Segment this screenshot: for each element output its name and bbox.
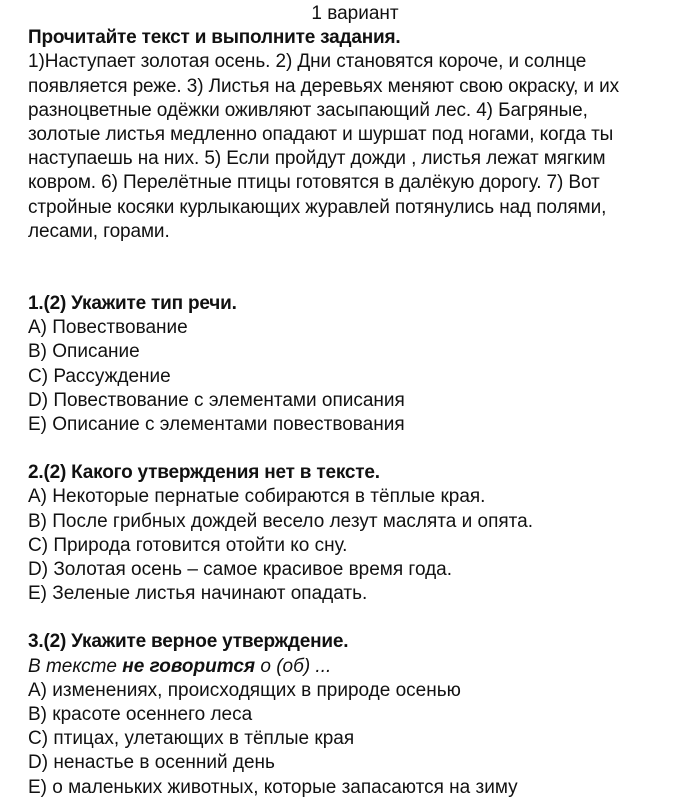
question-3: [28, 630, 662, 799]
note-suffix: о (об) ...: [255, 655, 332, 677]
instruction-heading: Прочитайте текст и выполните задания.: [28, 27, 401, 49]
variant-label: 1 вариант: [311, 3, 399, 24]
answer-option: A) Некоторые пернатые собираются в тёплые края.: [28, 486, 486, 508]
answer-option: E) Зеленые листья начинают опадать.: [28, 583, 368, 605]
answer-option: D) Повествование с элементами описания: [28, 389, 405, 411]
answer-option: A) изменениях, происходящих в природе осенью: [28, 679, 461, 701]
reading-text: 1)Наступает золотая осень. 2) Дни становятся короче, и солнце появляется реже. 3) Листья на деревьях меняют свою окраску, и их разноцветные одёжки оживляют засыпающий лес. 4) Багряные, золотые листья медленно опадают и шуршат под ногами, когда ты наступаешь на них. 5) Если пройдут дожди , листья лежат мягким ковром. 6) Перелётные птицы готовятся в далёкую дорогу. 7) Вот стройные косяки курлыкающих журавлей потянулись над полями, лесами, горами.: [28, 51, 620, 242]
note-prefix: В тексте: [28, 655, 123, 677]
answer-option: B) Описание: [28, 341, 140, 363]
answer-option: D) Золотая осень – самое красивое время года.: [28, 559, 453, 581]
answer-option: C) Природа готовится отойти ко сну.: [28, 534, 348, 556]
question-note: [28, 655, 662, 679]
note-emphasis: не говорится: [122, 655, 256, 677]
answer-option: C) птицах, улетающих в тёплые края: [28, 728, 355, 750]
answer-option: E) о маленьких животных, которые запасаются на зиму: [28, 776, 518, 798]
answer-option: A) Повествование: [28, 317, 188, 339]
question-2: [28, 461, 662, 606]
answer-option: B) красоте осеннего леса: [28, 704, 253, 726]
question-title: 2.(2) Какого утверждения нет в тексте.: [28, 462, 380, 484]
answer-option: C) Рассуждение: [28, 365, 171, 387]
answer-option: E) Описание с элементами повествования: [28, 414, 405, 436]
question-title: 3.(2) Укажите верное утверждение.: [28, 631, 349, 653]
question-title: 1.(2) Укажите тип речи.: [28, 293, 237, 315]
answer-option: D) ненастье в осенний день: [28, 752, 275, 774]
answer-option: B) После грибных дождей весело лезут маслята и опята.: [28, 510, 534, 532]
question-1: [28, 292, 662, 437]
